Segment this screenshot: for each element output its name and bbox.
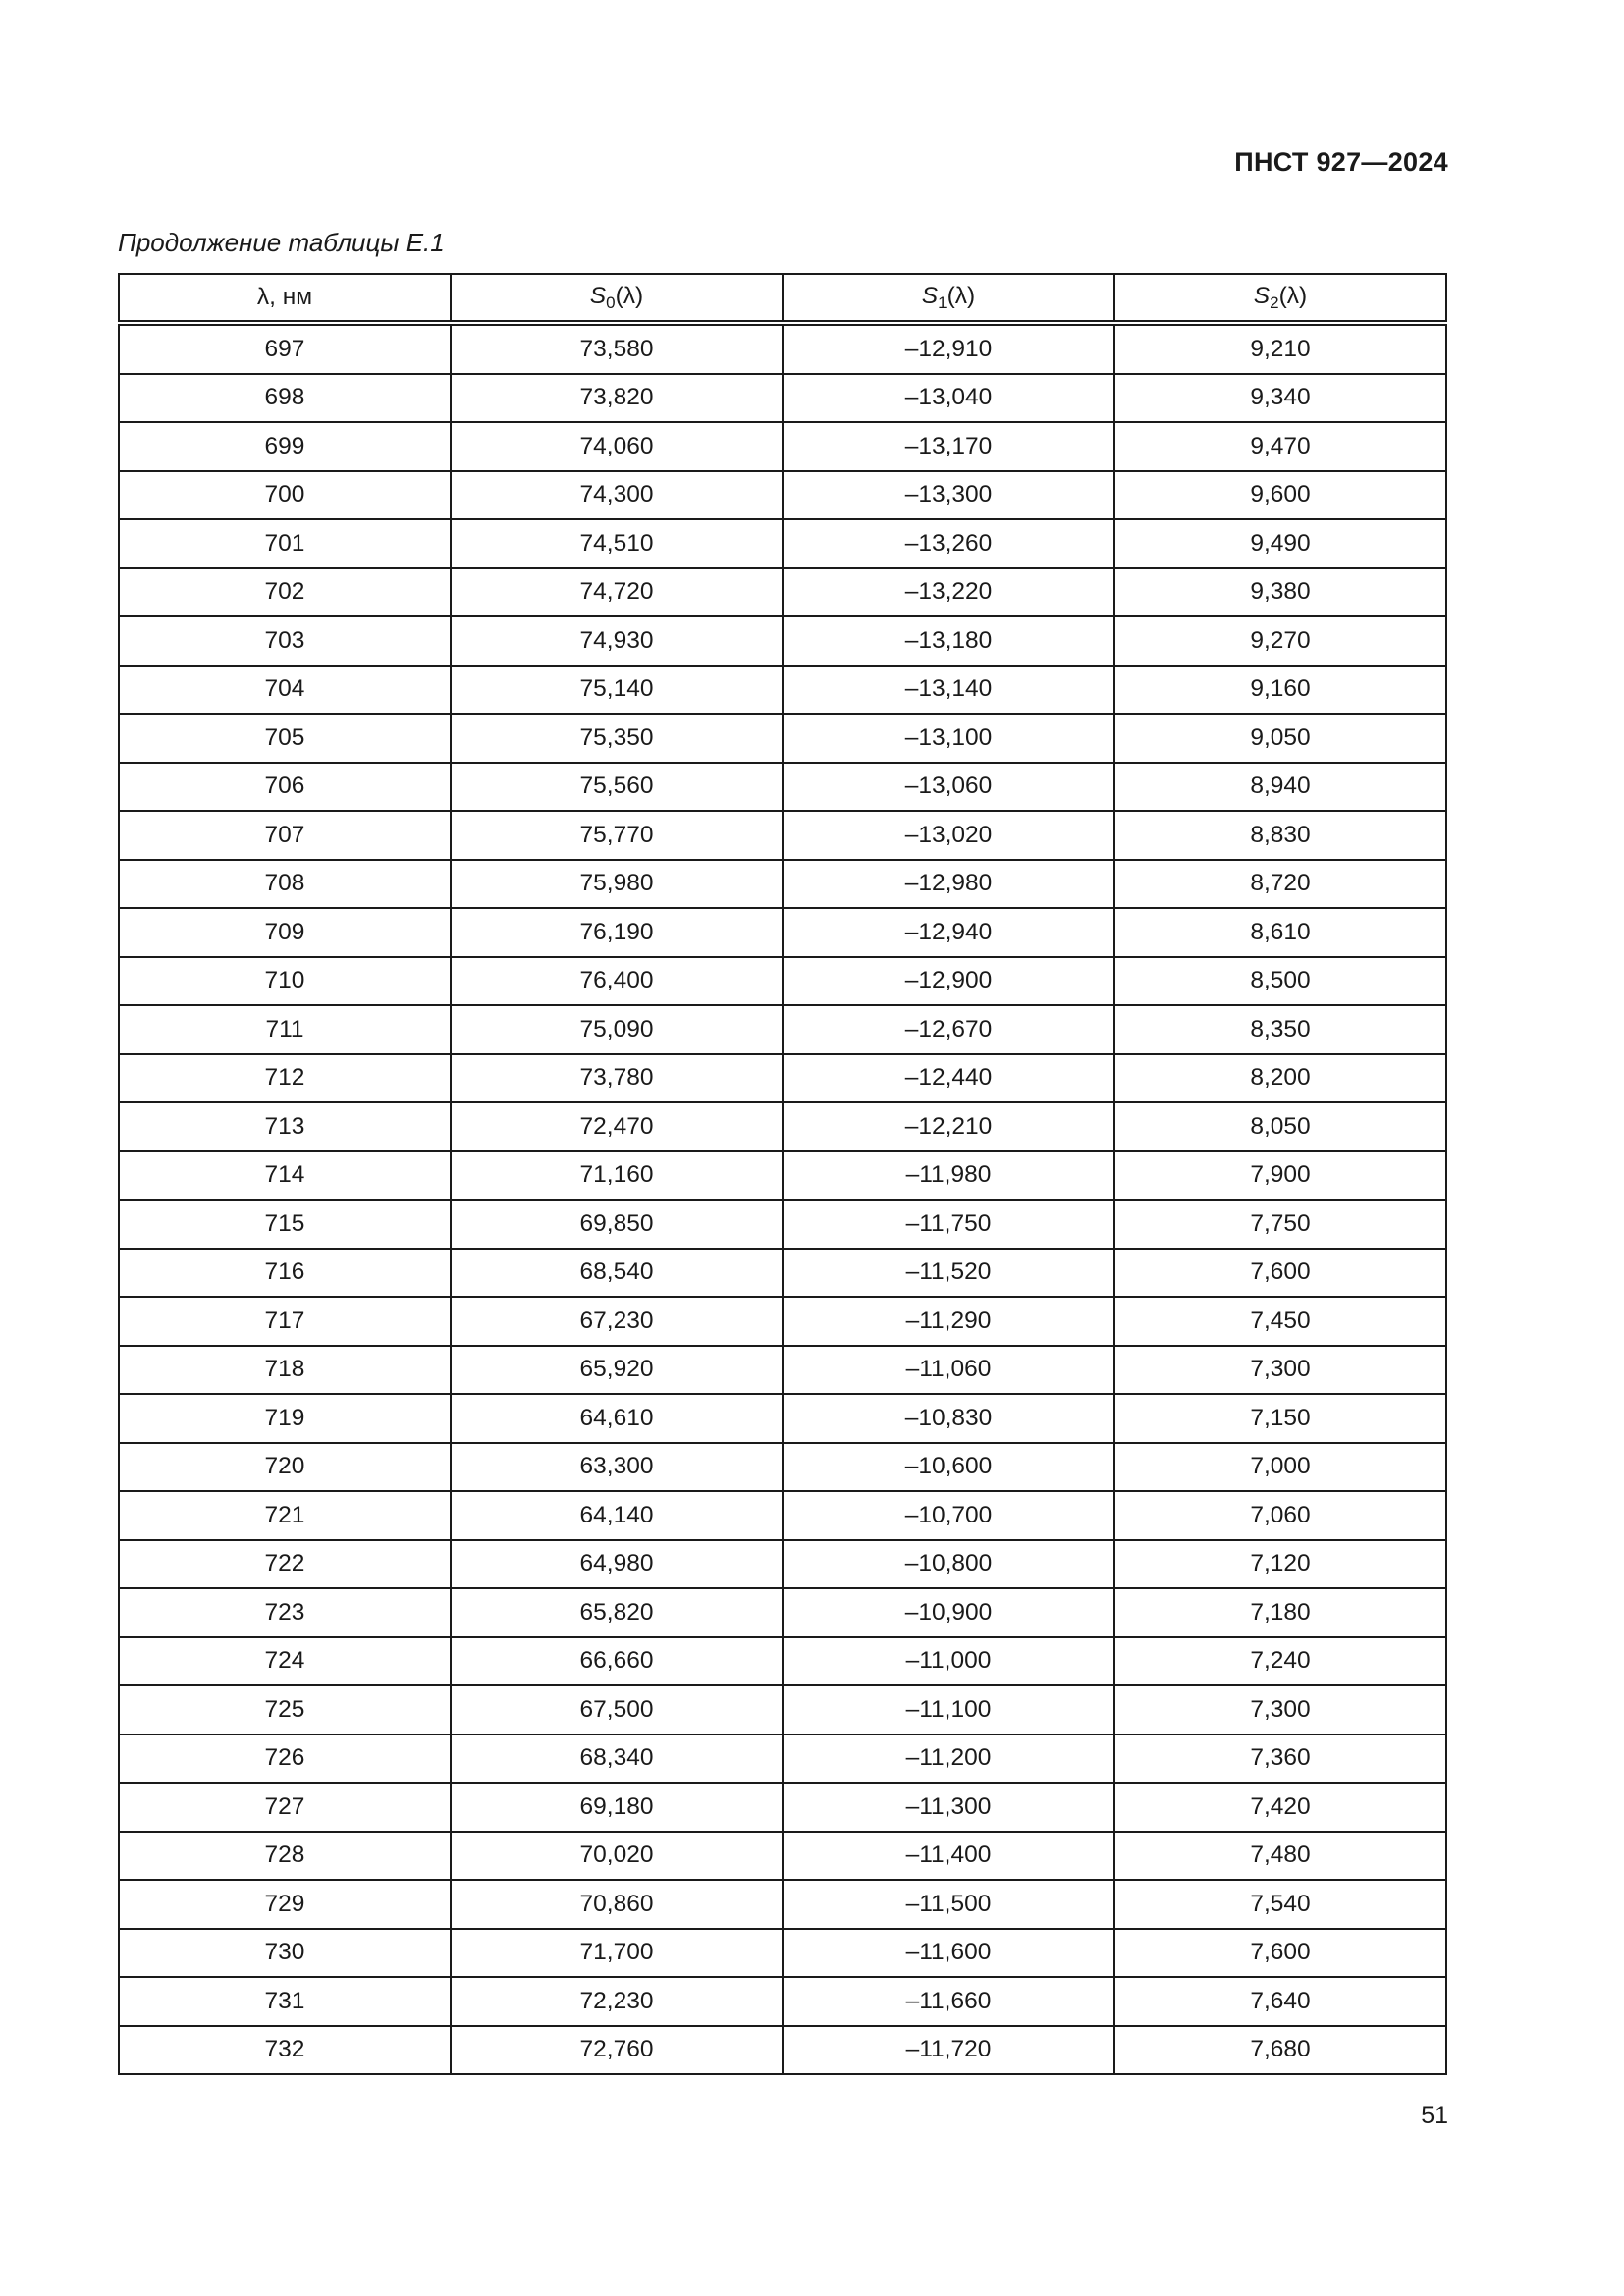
table-caption: Продолжение таблицы Е.1 bbox=[118, 228, 445, 257]
s1-cell: –10,800 bbox=[783, 1540, 1114, 1589]
s0-cell: 70,020 bbox=[451, 1832, 783, 1881]
spectral-table bbox=[118, 273, 1447, 2075]
lambda-cell: 701 bbox=[119, 519, 451, 568]
s0-cell: 64,140 bbox=[451, 1491, 783, 1540]
s1-cell: –11,500 bbox=[783, 1880, 1114, 1929]
header-lambda-label: λ, нм bbox=[256, 284, 313, 310]
lambda-cell: 704 bbox=[119, 666, 451, 715]
lambda-cell: 700 bbox=[119, 471, 451, 520]
header-s2 bbox=[1114, 274, 1446, 323]
s2-cell: 7,300 bbox=[1114, 1685, 1446, 1735]
s0-cell: 71,160 bbox=[451, 1151, 783, 1201]
header-s1 bbox=[783, 274, 1114, 323]
s0-cell: 75,560 bbox=[451, 763, 783, 812]
s2-cell: 7,420 bbox=[1114, 1783, 1446, 1832]
lambda-cell: 722 bbox=[119, 1540, 451, 1589]
s1-cell: –11,300 bbox=[783, 1783, 1114, 1832]
s1-cell: –11,660 bbox=[783, 1977, 1114, 2026]
s1-cell: –11,060 bbox=[783, 1346, 1114, 1395]
s0-cell: 65,920 bbox=[451, 1346, 783, 1395]
s1-cell: –11,290 bbox=[783, 1297, 1114, 1346]
s2-cell: 7,300 bbox=[1114, 1346, 1446, 1395]
s0-cell: 74,510 bbox=[451, 519, 783, 568]
table-row bbox=[119, 519, 1446, 568]
s2-cell: 7,120 bbox=[1114, 1540, 1446, 1589]
s1-cell: –12,670 bbox=[783, 1005, 1114, 1054]
s2-cell: 9,600 bbox=[1114, 471, 1446, 520]
table-row bbox=[119, 1297, 1446, 1346]
s1-cell: –13,180 bbox=[783, 616, 1114, 666]
lambda-cell: 714 bbox=[119, 1151, 451, 1201]
s2-cell: 9,490 bbox=[1114, 519, 1446, 568]
page-number: 51 bbox=[1421, 2102, 1448, 2129]
s2-cell: 9,270 bbox=[1114, 616, 1446, 666]
s0-cell: 75,980 bbox=[451, 860, 783, 909]
lambda-cell: 707 bbox=[119, 811, 451, 860]
header-row bbox=[119, 274, 1446, 323]
s2-cell: 7,640 bbox=[1114, 1977, 1446, 2026]
header-s1-label bbox=[921, 282, 976, 312]
header-s2-label bbox=[1253, 282, 1308, 312]
header-s0-arg: (λ) bbox=[615, 282, 644, 309]
lambda-cell: 725 bbox=[119, 1685, 451, 1735]
s0-cell: 67,230 bbox=[451, 1297, 783, 1346]
lambda-cell: 731 bbox=[119, 1977, 451, 2026]
s1-cell: –13,260 bbox=[783, 519, 1114, 568]
lambda-cell: 720 bbox=[119, 1443, 451, 1492]
lambda-cell: 715 bbox=[119, 1200, 451, 1249]
table-row bbox=[119, 1588, 1446, 1637]
s2-cell: 8,200 bbox=[1114, 1054, 1446, 1103]
table-row bbox=[119, 1200, 1446, 1249]
s0-cell: 73,820 bbox=[451, 374, 783, 423]
s2-cell: 8,610 bbox=[1114, 908, 1446, 957]
s2-cell: 7,450 bbox=[1114, 1297, 1446, 1346]
s1-cell: –13,020 bbox=[783, 811, 1114, 860]
table-row bbox=[119, 1735, 1446, 1784]
lambda-cell: 711 bbox=[119, 1005, 451, 1054]
lambda-cell: 703 bbox=[119, 616, 451, 666]
s0-cell: 74,720 bbox=[451, 568, 783, 617]
s1-cell: –13,220 bbox=[783, 568, 1114, 617]
s1-cell: –11,100 bbox=[783, 1685, 1114, 1735]
s2-cell: 9,470 bbox=[1114, 422, 1446, 471]
s1-cell: –12,940 bbox=[783, 908, 1114, 957]
lambda-cell: 724 bbox=[119, 1637, 451, 1686]
table-row bbox=[119, 1491, 1446, 1540]
lambda-cell: 713 bbox=[119, 1102, 451, 1151]
s0-cell: 75,350 bbox=[451, 714, 783, 763]
s0-cell: 68,540 bbox=[451, 1249, 783, 1298]
s1-cell: –13,060 bbox=[783, 763, 1114, 812]
table-row bbox=[119, 1443, 1446, 1492]
s1-cell: –11,980 bbox=[783, 1151, 1114, 1201]
table-row bbox=[119, 1249, 1446, 1298]
s1-cell: –11,720 bbox=[783, 2026, 1114, 2075]
s0-cell: 72,470 bbox=[451, 1102, 783, 1151]
table-row bbox=[119, 1929, 1446, 1978]
s1-cell: –13,140 bbox=[783, 666, 1114, 715]
s0-cell: 64,980 bbox=[451, 1540, 783, 1589]
lambda-cell: 710 bbox=[119, 957, 451, 1006]
table-row bbox=[119, 1637, 1446, 1686]
s2-cell: 7,680 bbox=[1114, 2026, 1446, 2075]
s1-cell: –12,980 bbox=[783, 860, 1114, 909]
lambda-cell: 729 bbox=[119, 1880, 451, 1929]
s0-cell: 66,660 bbox=[451, 1637, 783, 1686]
header-s0-var: S bbox=[589, 282, 607, 309]
lambda-cell: 732 bbox=[119, 2026, 451, 2075]
s0-cell: 73,780 bbox=[451, 1054, 783, 1103]
s1-cell: –13,100 bbox=[783, 714, 1114, 763]
s0-cell: 70,860 bbox=[451, 1880, 783, 1929]
lambda-cell: 727 bbox=[119, 1783, 451, 1832]
lambda-cell: 698 bbox=[119, 374, 451, 423]
s0-cell: 74,060 bbox=[451, 422, 783, 471]
s1-cell: –11,000 bbox=[783, 1637, 1114, 1686]
s1-cell: –13,300 bbox=[783, 471, 1114, 520]
header-s1-var: S bbox=[921, 282, 939, 309]
s1-cell: –10,900 bbox=[783, 1588, 1114, 1637]
s2-cell: 7,360 bbox=[1114, 1735, 1446, 1784]
s0-cell: 75,090 bbox=[451, 1005, 783, 1054]
s2-cell: 7,150 bbox=[1114, 1394, 1446, 1443]
lambda-cell: 717 bbox=[119, 1297, 451, 1346]
table-row bbox=[119, 1832, 1446, 1881]
s0-cell: 68,340 bbox=[451, 1735, 783, 1784]
table-row bbox=[119, 714, 1446, 763]
s2-cell: 7,750 bbox=[1114, 1200, 1446, 1249]
table-row bbox=[119, 568, 1446, 617]
lambda-cell: 712 bbox=[119, 1054, 451, 1103]
s1-cell: –11,200 bbox=[783, 1735, 1114, 1784]
table-row bbox=[119, 1054, 1446, 1103]
s2-cell: 7,000 bbox=[1114, 1443, 1446, 1492]
table-row bbox=[119, 1102, 1446, 1151]
s1-cell: –12,440 bbox=[783, 1054, 1114, 1103]
lambda-cell: 705 bbox=[119, 714, 451, 763]
s2-cell: 8,050 bbox=[1114, 1102, 1446, 1151]
s2-cell: 7,600 bbox=[1114, 1929, 1446, 1978]
table-row bbox=[119, 1540, 1446, 1589]
lambda-cell: 709 bbox=[119, 908, 451, 957]
header-s0 bbox=[451, 274, 783, 323]
header-s0-sub: 0 bbox=[606, 293, 616, 312]
lambda-cell: 716 bbox=[119, 1249, 451, 1298]
lambda-cell: 718 bbox=[119, 1346, 451, 1395]
s0-cell: 73,580 bbox=[451, 323, 783, 374]
s1-cell: –13,040 bbox=[783, 374, 1114, 423]
s0-cell: 72,760 bbox=[451, 2026, 783, 2075]
s1-cell: –10,600 bbox=[783, 1443, 1114, 1492]
s1-cell: –12,900 bbox=[783, 957, 1114, 1006]
s2-cell: 7,900 bbox=[1114, 1151, 1446, 1201]
header-s1-arg: (λ) bbox=[947, 282, 976, 309]
s0-cell: 69,850 bbox=[451, 1200, 783, 1249]
lambda-cell: 726 bbox=[119, 1735, 451, 1784]
s2-cell: 7,540 bbox=[1114, 1880, 1446, 1929]
s0-cell: 74,930 bbox=[451, 616, 783, 666]
table-row bbox=[119, 1346, 1446, 1395]
header-s1-sub: 1 bbox=[938, 293, 947, 312]
s0-cell: 75,140 bbox=[451, 666, 783, 715]
s2-cell: 8,720 bbox=[1114, 860, 1446, 909]
s0-cell: 67,500 bbox=[451, 1685, 783, 1735]
table-row bbox=[119, 957, 1446, 1006]
table-row bbox=[119, 1151, 1446, 1201]
table-row bbox=[119, 763, 1446, 812]
table-row bbox=[119, 616, 1446, 666]
lambda-cell: 723 bbox=[119, 1588, 451, 1637]
s1-cell: –12,210 bbox=[783, 1102, 1114, 1151]
table-row bbox=[119, 1880, 1446, 1929]
s2-cell: 7,600 bbox=[1114, 1249, 1446, 1298]
table-row bbox=[119, 811, 1446, 860]
table-row bbox=[119, 1685, 1446, 1735]
header-lambda bbox=[119, 274, 451, 323]
s2-cell: 9,050 bbox=[1114, 714, 1446, 763]
lambda-cell: 708 bbox=[119, 860, 451, 909]
s1-cell: –10,700 bbox=[783, 1491, 1114, 1540]
s2-cell: 9,160 bbox=[1114, 666, 1446, 715]
s2-cell: 9,380 bbox=[1114, 568, 1446, 617]
s0-cell: 74,300 bbox=[451, 471, 783, 520]
lambda-cell: 730 bbox=[119, 1929, 451, 1978]
table-body bbox=[119, 323, 1446, 2074]
s2-cell: 8,830 bbox=[1114, 811, 1446, 860]
s1-cell: –11,750 bbox=[783, 1200, 1114, 1249]
s0-cell: 64,610 bbox=[451, 1394, 783, 1443]
lambda-cell: 702 bbox=[119, 568, 451, 617]
s2-cell: 7,060 bbox=[1114, 1491, 1446, 1540]
table-row bbox=[119, 1977, 1446, 2026]
s2-cell: 7,180 bbox=[1114, 1588, 1446, 1637]
s1-cell: –11,520 bbox=[783, 1249, 1114, 1298]
s2-cell: 7,240 bbox=[1114, 1637, 1446, 1686]
s2-cell: 8,940 bbox=[1114, 763, 1446, 812]
table-row bbox=[119, 323, 1446, 374]
table-row bbox=[119, 666, 1446, 715]
s1-cell: –10,830 bbox=[783, 1394, 1114, 1443]
table-header bbox=[119, 274, 1446, 323]
s1-cell: –13,170 bbox=[783, 422, 1114, 471]
document-code: ПНСТ 927—2024 bbox=[1234, 147, 1448, 177]
s2-cell: 9,340 bbox=[1114, 374, 1446, 423]
s0-cell: 65,820 bbox=[451, 1588, 783, 1637]
header-s0-label bbox=[589, 282, 644, 312]
table-row bbox=[119, 908, 1446, 957]
s2-cell: 8,500 bbox=[1114, 957, 1446, 1006]
s0-cell: 76,400 bbox=[451, 957, 783, 1006]
lambda-cell: 728 bbox=[119, 1832, 451, 1881]
s2-cell: 7,480 bbox=[1114, 1832, 1446, 1881]
header-s2-arg: (λ) bbox=[1278, 282, 1308, 309]
s0-cell: 72,230 bbox=[451, 1977, 783, 2026]
lambda-cell: 699 bbox=[119, 422, 451, 471]
table-row bbox=[119, 1005, 1446, 1054]
s1-cell: –11,600 bbox=[783, 1929, 1114, 1978]
lambda-cell: 697 bbox=[119, 323, 451, 374]
header-s2-sub: 2 bbox=[1270, 293, 1279, 312]
s0-cell: 76,190 bbox=[451, 908, 783, 957]
s2-cell: 8,350 bbox=[1114, 1005, 1446, 1054]
table-row bbox=[119, 374, 1446, 423]
s2-cell: 9,210 bbox=[1114, 323, 1446, 374]
table-row bbox=[119, 2026, 1446, 2075]
s0-cell: 71,700 bbox=[451, 1929, 783, 1978]
table-row bbox=[119, 471, 1446, 520]
table-row bbox=[119, 860, 1446, 909]
s0-cell: 69,180 bbox=[451, 1783, 783, 1832]
table-row bbox=[119, 1783, 1446, 1832]
lambda-cell: 719 bbox=[119, 1394, 451, 1443]
s0-cell: 75,770 bbox=[451, 811, 783, 860]
table-row bbox=[119, 1394, 1446, 1443]
lambda-cell: 706 bbox=[119, 763, 451, 812]
lambda-cell: 721 bbox=[119, 1491, 451, 1540]
header-s2-var: S bbox=[1253, 282, 1271, 309]
s1-cell: –12,910 bbox=[783, 323, 1114, 374]
s0-cell: 63,300 bbox=[451, 1443, 783, 1492]
table-row bbox=[119, 422, 1446, 471]
s1-cell: –11,400 bbox=[783, 1832, 1114, 1881]
